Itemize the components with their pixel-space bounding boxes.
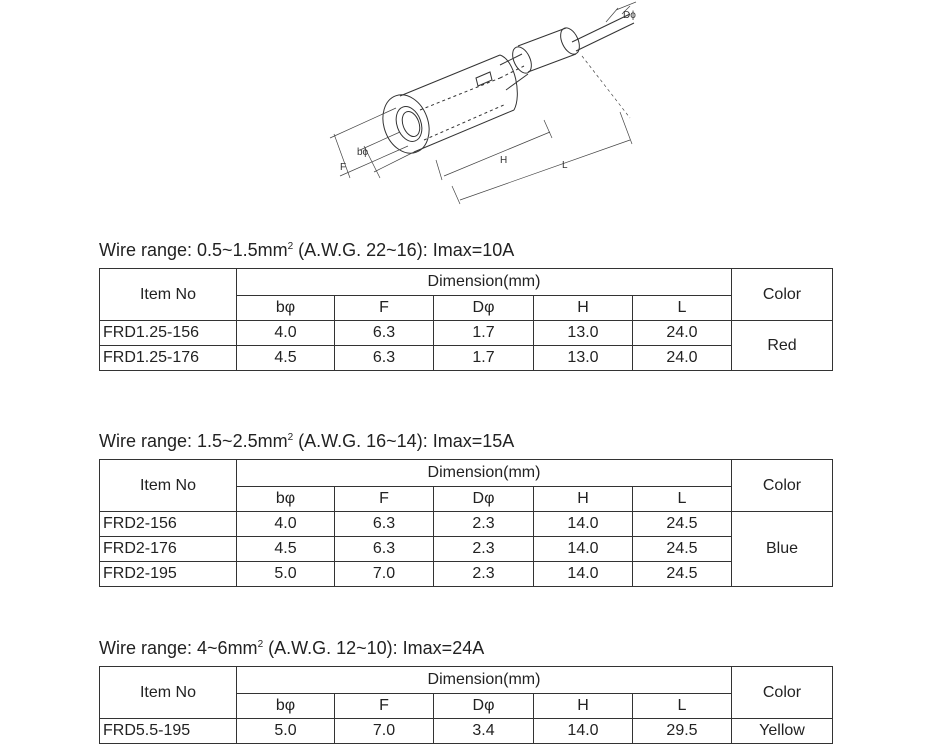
cell-f: 6.3 [335, 537, 434, 562]
cell-h: 14.0 [534, 719, 633, 744]
header-dimension: Dimension(mm) [237, 460, 732, 487]
header-f: F [335, 487, 434, 512]
item-no: FRD2-156 [100, 512, 237, 537]
cell-b-phi: 4.0 [237, 321, 335, 346]
cell-f: 6.3 [335, 512, 434, 537]
item-no: FRD2-195 [100, 562, 237, 587]
item-no: FRD2-176 [100, 537, 237, 562]
item-no: FRD5.5-195 [100, 719, 237, 744]
cell-l: 24.5 [633, 537, 732, 562]
cell-f: 7.0 [335, 719, 434, 744]
label-l: L [562, 160, 568, 171]
table-row [100, 719, 833, 744]
cell-f: 7.0 [335, 562, 434, 587]
header-b-phi: bφ [237, 694, 335, 719]
cell-b-phi: 5.0 [237, 719, 335, 744]
header-f: F [335, 694, 434, 719]
header-item-no: Item No [100, 460, 237, 512]
cell-h: 14.0 [534, 537, 633, 562]
header-item-no: Item No [100, 667, 237, 719]
cell-h: 13.0 [534, 346, 633, 371]
cell-b-phi: 4.5 [237, 346, 335, 371]
cell-b-phi: 5.0 [237, 562, 335, 587]
cell-color: Red [732, 321, 833, 371]
header-color: Color [732, 667, 833, 719]
header-color: Color [732, 460, 833, 512]
cell-d-phi: 3.4 [434, 719, 534, 744]
header-b-phi: bφ [237, 296, 335, 321]
spec-table-1 [99, 268, 833, 371]
section-2-title: Wire range: $1.5\sim 2.5mm^2$ (A.W.G. 16~14): Imax=15A [99, 431, 515, 451]
header-b-phi: bφ [237, 487, 335, 512]
table-row [100, 512, 833, 537]
header-item-no: Item No [100, 269, 237, 321]
label-b-phi: bϕ [357, 147, 369, 158]
header-f: F [335, 296, 434, 321]
cell-h: 14.0 [534, 562, 633, 587]
drawing-body [375, 14, 634, 160]
label-f: F [340, 162, 347, 173]
header-l: L [633, 487, 732, 512]
table-row [100, 537, 833, 562]
cell-f: 6.3 [335, 321, 434, 346]
cell-d-phi: 2.3 [434, 537, 534, 562]
table-row [100, 321, 833, 346]
header-l: L [633, 694, 732, 719]
header-d-phi: Dφ [434, 296, 534, 321]
header-d-phi: Dφ [434, 487, 534, 512]
spec-table-2 [99, 459, 833, 587]
cell-f: 6.3 [335, 346, 434, 371]
cell-b-phi: 4.5 [237, 537, 335, 562]
cell-l: 24.0 [633, 321, 732, 346]
header-d-phi: Dφ [434, 694, 534, 719]
header-h: H [534, 694, 633, 719]
label-h: H [500, 155, 508, 166]
section-3-title: Wire range: $4\sim 6mm^2$ (A.W.G. 12~10): Imax=24A [99, 638, 485, 658]
cell-d-phi: 2.3 [434, 512, 534, 537]
cell-l: 24.5 [633, 512, 732, 537]
dimension-lines [330, 2, 636, 204]
cell-d-phi: 1.7 [434, 321, 534, 346]
cell-l: 24.5 [633, 562, 732, 587]
cell-color: Blue [732, 512, 833, 587]
spec-table-3 [99, 666, 833, 744]
cell-h: 13.0 [534, 321, 633, 346]
section-1-title: Wire range: $0.5\sim 1.5mm^2$ (A.W.G. 22~16): Imax=10A [99, 240, 515, 260]
table-row [100, 346, 833, 371]
cell-d-phi: 1.7 [434, 346, 534, 371]
connector-drawing [300, 0, 640, 215]
cell-d-phi: 2.3 [434, 562, 534, 587]
item-no: FRD1.25-176 [100, 346, 237, 371]
item-no: FRD1.25-156 [100, 321, 237, 346]
cell-l: 24.0 [633, 346, 732, 371]
cell-color: Yellow [732, 719, 833, 744]
cell-l: 29.5 [633, 719, 732, 744]
header-dimension: Dimension(mm) [237, 269, 732, 296]
cell-h: 14.0 [534, 512, 633, 537]
header-l: L [633, 296, 732, 321]
cell-b-phi: 4.0 [237, 512, 335, 537]
header-h: H [534, 487, 633, 512]
label-d-phi: Dϕ [623, 10, 636, 21]
header-dimension: Dimension(mm) [237, 667, 732, 694]
table-row [100, 562, 833, 587]
header-h: H [534, 296, 633, 321]
header-color: Color [732, 269, 833, 321]
